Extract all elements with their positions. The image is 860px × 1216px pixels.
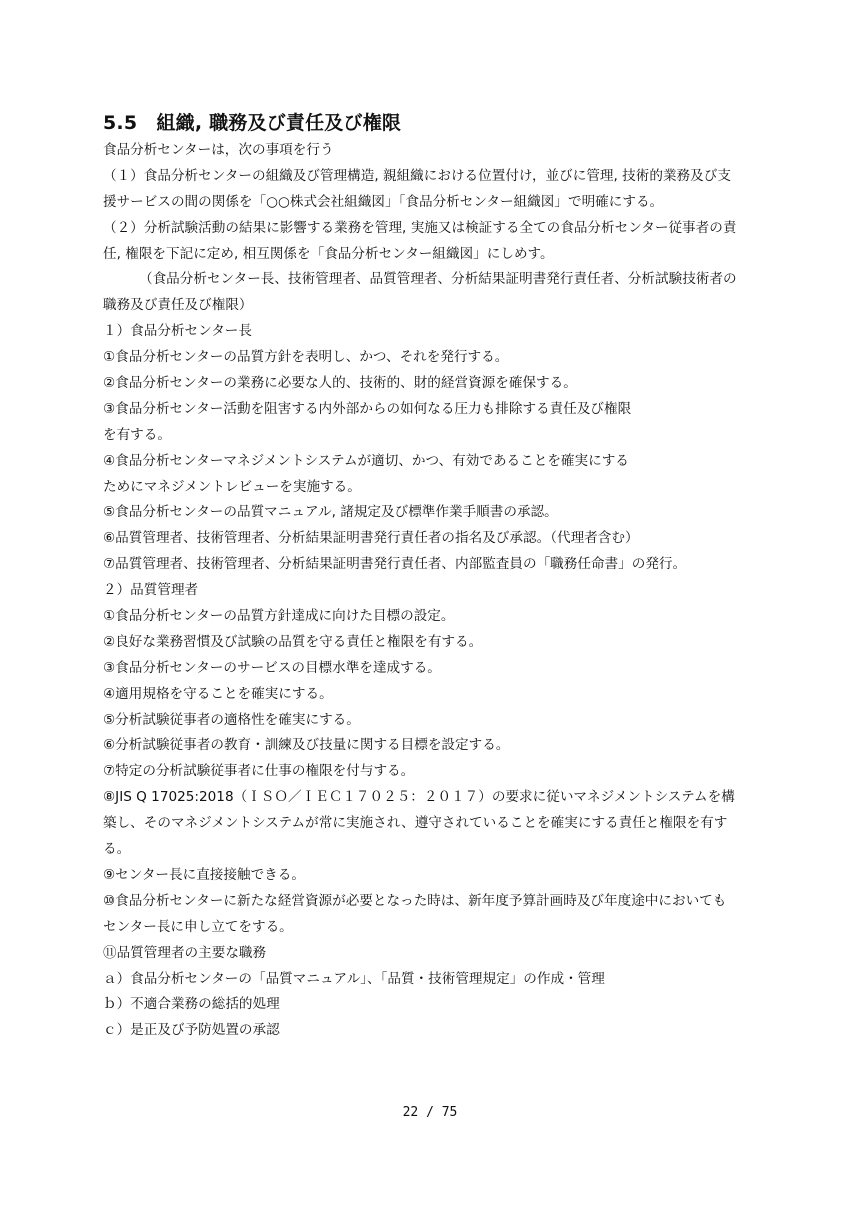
page-number: 22 / 75 xyxy=(402,1105,458,1120)
list-item: ⑥品質管理者、技術管理者、分析結果証明書発行責任者の指名及び承認。（代理者含む） xyxy=(103,530,639,547)
section-body xyxy=(103,138,775,1044)
list-item: ⑦品質管理者、技術管理者、分析結果証明書発行責任者、内部監査員の「職務任命書」の発行。 xyxy=(103,556,687,573)
list-item: ②良好な業務習慣及び試験の品質を守る責任と権限を有する。 xyxy=(103,633,483,650)
subheading-center-director: １）食品分析センター長 xyxy=(103,323,252,340)
text-line-item-1: （１）食品分析センターの組織及び管理構造, 親組織における位置付け，並びに管理, 技術的業務及び支 xyxy=(103,167,731,184)
section-heading: 5.5 組織, 職務及び責任及び権限 xyxy=(103,112,402,134)
list-item-cont: センター長に申し立てをする。 xyxy=(103,918,293,935)
text-line-roles-note-cont: 職務及び責任及び権限） xyxy=(103,297,253,314)
list-item-cont: を有する。 xyxy=(103,426,171,443)
list-item: ⑥分析試験従事者の教育・訓練及び技量に関する目標を設定する。 xyxy=(103,737,510,754)
list-item: ④適用規格を守ることを確実にする。 xyxy=(103,685,333,702)
sub-list-item: ａ）食品分析センターの「品質マニュアル」、「品質・技術管理規定」の作成・管理 xyxy=(103,970,605,987)
list-item: ①食品分析センターの品質方針を表明し、かつ、それを発行する。 xyxy=(103,349,509,366)
list-item: ⑩食品分析センターに新たな経営資源が必要となった時は、新年度予算計画時及び年度途中においても xyxy=(103,892,727,909)
list-item-cont: る。 xyxy=(103,841,131,858)
list-item: ②食品分析センターの業務に必要な人的、技術的、財的経営資源を確保する。 xyxy=(103,375,577,392)
list-item: ④食品分析センターマネジメントシステムが適切、かつ、有効であることを確実にする xyxy=(103,452,629,469)
sub-list-item: ｃ）是正及び予防処置の承認 xyxy=(103,1022,280,1039)
list-item: ⑤食品分析センターの品質マニュアル, 諸規定及び標準作業手順書の承認。 xyxy=(103,504,558,521)
list-item: ①食品分析センターの品質方針達成に向けた目標の設定。 xyxy=(103,608,455,625)
text-line-roles-note: （食品分析センター長、技術管理者、品質管理者、分析結果証明書発行責任者、分析試験技術者の xyxy=(139,271,737,288)
sub-list-item: ｂ）不適合業務の総括的処理 xyxy=(103,996,280,1013)
text-line-item-1-cont: 援サービスの間の関係を「○○株式会社組織図」「食品分析センター組織図」で明確にする。 xyxy=(103,193,664,210)
list-item: ③食品分析センター活動を阻害する内外部からの如何なる圧力も排除する責任及び権限 xyxy=(103,400,632,417)
list-item-cont: 築し、そのマネジメントシステムが常に実施され、遵守されていることを確実にする責任と権限を有す xyxy=(103,815,728,832)
list-item: ⑨センター長に直接接触できる。 xyxy=(103,866,305,883)
list-item: ③食品分析センターのサービスの目標水準を達成する。 xyxy=(103,659,441,676)
text-line-item-2-cont: 任, 権限を下記に定め, 相互関係を「食品分析センター組織図」にしめす。 xyxy=(103,245,554,262)
list-item: ⑤分析試験従事者の適格性を確実にする。 xyxy=(103,711,360,728)
subheading-quality-manager: ２）品質管理者 xyxy=(103,582,199,599)
list-item: ⑧JIS Q 17025:2018（ＩＳＯ／ＩＥＣ１７０２５：２０１７）の要求に従いマネジメントシステムを構 xyxy=(103,789,735,806)
list-item-cont: ためにマネジメントレビューを実施する。 xyxy=(103,478,361,495)
text-line-item-2: （２）分析試験活動の結果に影響する業務を管理, 実施又は検証する全ての食品分析センター従事者の責 xyxy=(103,219,737,236)
list-item: ⑪品質管理者の主要な職務 xyxy=(103,944,267,961)
list-item: ⑦特定の分析試験従事者に仕事の権限を付与する。 xyxy=(103,763,415,780)
text-line-intro: 食品分析センターは，次の事項を行う xyxy=(103,142,334,158)
